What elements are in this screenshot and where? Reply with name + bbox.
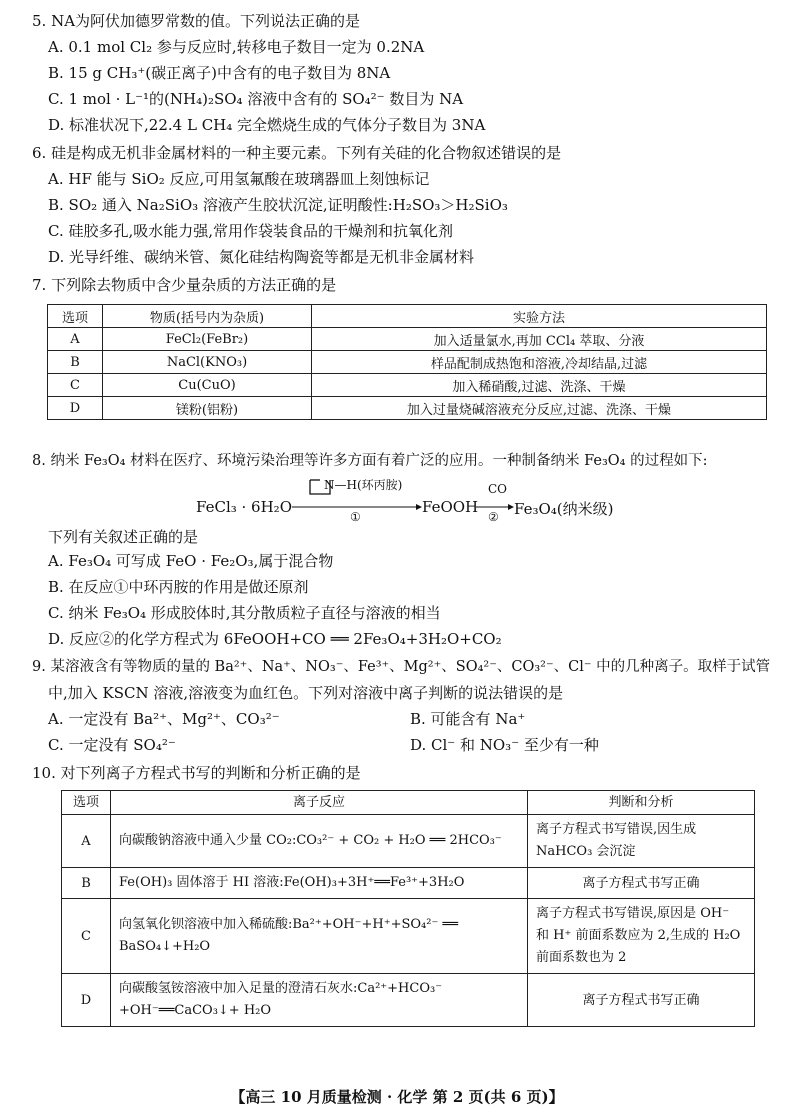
q5-option-a: A. 0.1 mol Cl₂ 参与反应时,转移电子数目一定为 0.2NA: [48, 38, 425, 56]
table-cell: 向碳酸氢铵溶液中加入足量的澄清石灰水:Ca²⁺+HCO₃⁻ +OH⁻══CaCO₃↓+ H₂O: [111, 974, 528, 1027]
scheme-intermediate: FeOOH: [422, 498, 479, 516]
table-cell: B: [62, 868, 111, 899]
q10-stem: 10. 对下列离子方程式书写的判断和分析正确的是: [32, 764, 361, 782]
q9-stem-line2: 中,加入 KSCN 溶液,溶液变为血红色。下列对溶液中离子判断的说法错误的是: [48, 684, 564, 702]
table-row: [48, 397, 767, 420]
q9-option-a: A. 一定没有 Ba²⁺、Mg²⁺、CO₃²⁻: [48, 710, 280, 728]
table-row: [48, 374, 767, 397]
table-row: [62, 815, 755, 868]
table-cell: 离子方程式书写正确: [528, 868, 755, 899]
scheme-reagent-2: CO: [488, 482, 508, 496]
table-header-row: [62, 791, 755, 815]
q9-option-d: D. Cl⁻ 和 NO₃⁻ 至少有一种: [410, 736, 599, 754]
table-cell: A: [62, 815, 111, 868]
table-row: [62, 868, 755, 899]
table-header: 实验方法: [312, 305, 767, 328]
table-header: 离子反应: [111, 791, 528, 815]
table-cell: Fe(OH)₃ 固体溶于 HI 溶液:Fe(OH)₃+3H⁺══Fe³⁺+3H₂O: [111, 868, 528, 899]
q6-option-d: D. 光导纤维、碳纳米管、氮化硅结构陶瓷等都是无机非金属材料: [48, 248, 475, 266]
table-cell: 加入过量烧碱溶液充分反应,过滤、洗涤、干燥: [312, 397, 767, 420]
table-cell: 向氢氧化钡溶液中加入稀硫酸:Ba²⁺+OH⁻+H⁺+SO₄²⁻ ══ BaSO₄↓+H₂O: [111, 899, 528, 974]
q8-lead: 下列有关叙述正确的是: [48, 528, 199, 546]
reaction-scheme: [196, 476, 656, 526]
table-cell: 离子方程式书写错误,因生成 NaHCO₃ 会沉淀: [528, 815, 755, 868]
table-cell: C: [62, 899, 111, 974]
table-cell: 加入适量氯水,再加 CCl₄ 萃取、分液: [312, 328, 767, 351]
scheme-product: Fe₃O₄(纳米级): [514, 500, 614, 518]
table-cell: Cu(CuO): [103, 374, 312, 397]
q8-option-d: D. 反应②的化学方程式为 6FeOOH+CO ══ 2Fe₃O₄+3H₂O+CO₂: [48, 630, 502, 648]
table-cell: B: [48, 351, 103, 374]
q8-option-b: B. 在反应①中环丙胺的作用是做还原剂: [48, 578, 309, 596]
table-cell: 样品配制成热饱和溶液,冷却结晶,过滤: [312, 351, 767, 374]
table-cell: C: [48, 374, 103, 397]
q5-stem: 5. NA为阿伏加德罗常数的值。下列说法正确的是: [32, 12, 361, 30]
table-header: 选项: [62, 791, 111, 815]
q5-option-c: C. 1 mol · L⁻¹的(NH₄)₂SO₄ 溶液中含有的 SO₄²⁻ 数目为 NA: [48, 90, 464, 108]
table-cell: 离子方程式书写正确: [528, 974, 755, 1027]
q9-option-b: B. 可能含有 Na⁺: [410, 710, 526, 728]
table-cell: D: [48, 397, 103, 420]
table-cell: A: [48, 328, 103, 351]
table-cell: 加入稀硝酸,过滤、洗涤、干燥: [312, 374, 767, 397]
q8-option-a: A. Fe₃O₄ 可写成 FeO · Fe₂O₃,属于混合物: [48, 552, 334, 570]
table-header: 选项: [48, 305, 103, 328]
table-row: [48, 328, 767, 351]
table-header: 判断和分析: [528, 791, 755, 815]
page-footer: 【高三 10 月质量检测 · 化学 第 2 页(共 6 页)】: [230, 1088, 564, 1106]
q6-option-b: B. SO₂ 通入 Na₂SiO₃ 溶液产生胶状沉淀,证明酸性:H₂SO₃＞H₂SiO₃: [48, 196, 508, 214]
q7-stem: 7. 下列除去物质中含少量杂质的方法正确的是: [32, 276, 337, 294]
scheme-reactant: FeCl₃ · 6H₂O: [196, 498, 292, 516]
scheme-reagent-1: N—H(环丙胺): [324, 478, 403, 492]
table-row: [62, 974, 755, 1027]
q6-option-a: A. HF 能与 SiO₂ 反应,可用氢氟酸在玻璃器皿上刻蚀标记: [48, 170, 430, 188]
q5-option-b: B. 15 g CH₃⁺(碳正离子)中含有的电子数目为 8NA: [48, 64, 391, 82]
q8-stem: 8. 纳米 Fe₃O₄ 材料在医疗、环境污染治理等许多方面有着广泛的应用。一种制备纳米 Fe₃O₄ 的过程如下:: [32, 453, 708, 469]
q9-stem-line1: 9. 某溶液含有等物质的量的 Ba²⁺、Na⁺、NO₃⁻、Fe³⁺、Mg²⁺、SO₄²⁻、CO₃²⁻、Cl⁻ 中的几种离子。取样于试管: [32, 659, 771, 675]
table-cell: NaCl(KNO₃): [103, 351, 312, 374]
q6-option-c: C. 硅胶多孔,吸水能力强,常用作袋装食品的干燥剂和抗氧化剂: [48, 222, 454, 240]
table-cell: 向碳酸钠溶液中通入少量 CO₂:CO₃²⁻ + CO₂ + H₂O ══ 2HCO₃⁻: [111, 815, 528, 868]
q9-option-c: C. 一定没有 SO₄²⁻: [48, 736, 176, 754]
scheme-step-1: ①: [350, 510, 361, 524]
table-row: [48, 351, 767, 374]
q8-option-c: C. 纳米 Fe₃O₄ 形成胶体时,其分散质粒子直径与溶液的相当: [48, 604, 441, 622]
table-cell: FeCl₂(FeBr₂): [103, 328, 312, 351]
table-header-row: [48, 305, 767, 328]
table-cell: 镁粉(铝粉): [103, 397, 312, 420]
table-row: [62, 899, 755, 974]
q10-table: [61, 790, 755, 1027]
table-cell: 离子方程式书写错误,原因是 OH⁻ 和 H⁺ 前面系数应为 2,生成的 H₂O 前面系数也为 2: [528, 899, 755, 974]
table-cell: D: [62, 974, 111, 1027]
scheme-step-2: ②: [488, 510, 499, 524]
table-header: 物质(括号内为杂质): [103, 305, 312, 328]
q6-stem: 6. 硅是构成无机非金属材料的一种主要元素。下列有关硅的化合物叙述错误的是: [32, 144, 562, 162]
q7-table: [47, 304, 767, 420]
q5-option-d: D. 标准状况下,22.4 L CH₄ 完全燃烧生成的气体分子数目为 3NA: [48, 116, 486, 134]
